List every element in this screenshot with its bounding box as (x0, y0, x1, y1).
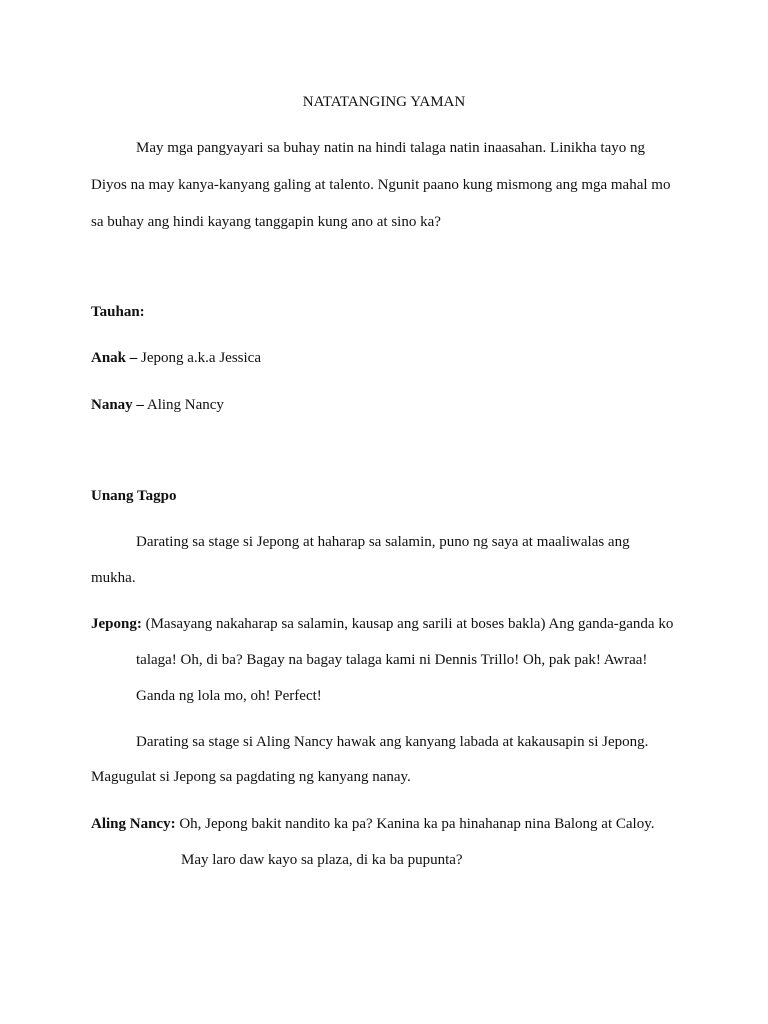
dialogue-jepong-line-2: talaga! Oh, di ba? Bagay na bagay talaga kami ni Dennis Trillo! Oh, pak pak! Awraa! (136, 652, 648, 668)
characters-heading: Tauhan: (91, 304, 145, 320)
scene-direction-1-line-2: mukha. (91, 570, 136, 586)
scene-heading: Unang Tagpo (91, 488, 177, 504)
scene-direction-2-line-2: Magugulat si Jepong sa pagdating ng kanyang nanay. (91, 769, 411, 785)
speaker-name: Aling Nancy: (91, 816, 176, 832)
scene-direction-2-line-1: Darating sa stage si Aling Nancy hawak ang kanyang labada at kakausapin si Jepong. (136, 734, 649, 750)
intro-line-3: sa buhay ang hindi kayang tanggapin kung ano at sino ka? (91, 214, 441, 230)
document-title: NATATANGING YAMAN (302, 94, 466, 110)
character-anak (91, 349, 261, 367)
intro-line-2: Diyos na may kanya-kanyang galing at talento. Ngunit paano kung mismong ang mga mahal mo (91, 177, 671, 193)
dialogue-jepong-line-3: Ganda ng lola mo, oh! Perfect! (136, 688, 322, 704)
character-name: Jepong a.k.a Jessica (137, 350, 261, 366)
character-role: Anak – (91, 350, 138, 366)
character-name: Aling Nancy (143, 397, 224, 413)
character-role: Nanay – (91, 397, 144, 413)
speaker-name: Jepong: (91, 616, 142, 632)
scene-direction-1-line-1: Darating sa stage si Jepong at haharap sa salamin, puno ng saya at maaliwalas ang (136, 534, 630, 550)
dialogue-nancy-line-2: May laro daw kayo sa plaza, di ka ba pupunta? (181, 852, 463, 868)
dialogue-nancy-line-1: Aling Nancy: Oh, Jepong bakit nandito ka pa? Kanina ka pa hinahanap nina Balong at Caloy. (91, 816, 655, 832)
intro-line-1: May mga pangyayari sa buhay natin na hindi talaga natin inaasahan. Linikha tayo ng (136, 140, 646, 156)
dialogue-jepong-line-1: Jepong: (Masayang nakaharap sa salamin, kausap ang sarili at boses bakla) Ang ganda-ganda ko (91, 616, 674, 632)
character-nanay (91, 396, 224, 414)
